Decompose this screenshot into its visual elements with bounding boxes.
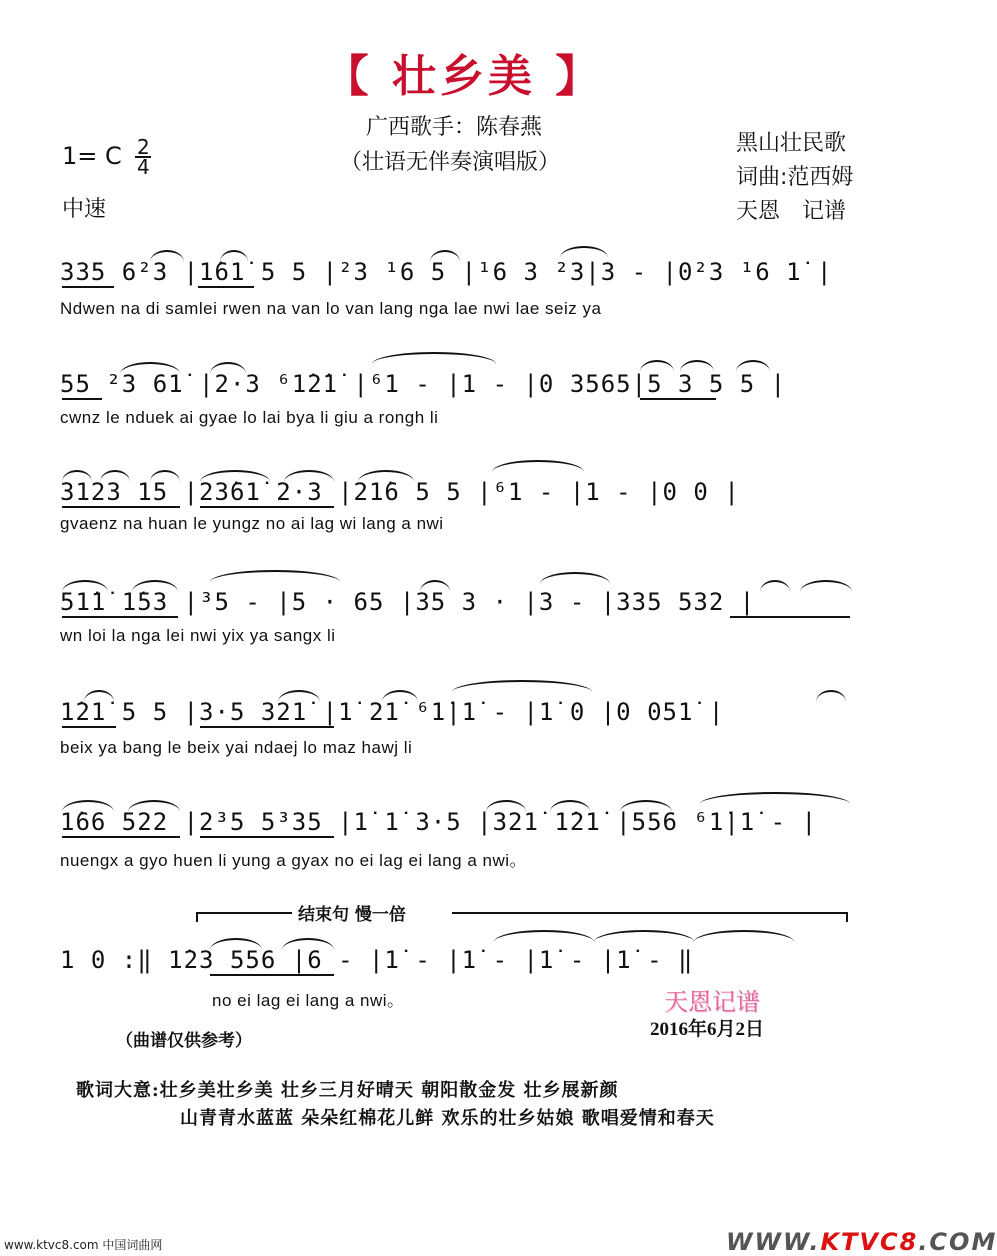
notation-line-7: 1 0 :‖ 1̇23 556 |6 - |1̇ - |1̇ - |1̇ - |1̇ - ‖ (60, 946, 694, 974)
slur-mark (816, 690, 846, 702)
time-sig-top: 2 (137, 135, 150, 159)
slur-mark (420, 580, 450, 592)
lyrics-line-7: no ei lag ei lang a nwi。 (212, 991, 405, 1010)
lyrics-line-6: nuengx a gyo huen li yung a gyax no ei lag ei lang a nwi。 (60, 851, 528, 870)
slur-mark (430, 250, 460, 262)
slur-mark (640, 360, 674, 372)
slur-mark (278, 690, 320, 702)
slur-mark (550, 800, 590, 812)
composer-credit: 词曲:范西姆 (736, 165, 854, 190)
slur-mark (560, 246, 608, 258)
time-signature (135, 135, 151, 179)
slur-mark (284, 470, 334, 482)
slur-mark (150, 250, 184, 262)
singer-credit: 广西歌手：陈春燕 (366, 115, 543, 140)
slur-mark (62, 800, 114, 812)
notation-line-3: 3123 15 |23̇61̇ 2·3 |21̇6 5 5 |⁶1 - |1 - |0 0 | (60, 478, 740, 506)
beam-mark (62, 616, 178, 618)
slur-mark (358, 470, 414, 482)
tie-mark (594, 930, 694, 942)
beam-mark (62, 398, 102, 400)
beam-mark (62, 726, 116, 728)
slur-mark (282, 938, 334, 950)
slur-mark (200, 470, 270, 482)
beam-mark (62, 836, 180, 838)
meaning-line-1: 壮乡美壮乡美 壮乡三月好晴天 朝阳散金发 壮乡展新颜 (159, 1080, 619, 1101)
slur-mark (220, 250, 248, 262)
lyrics-line-5: beix ya bang le beix yai ndaej lo maz hawj li (60, 738, 413, 757)
beam-mark (210, 974, 334, 976)
genre-credit: 黑山壮民歌 (736, 131, 847, 156)
beam-mark (198, 286, 254, 288)
footer-logo (726, 1228, 997, 1256)
notation-line-2: 55 ²3 61̇ |2·3 ⁶1̇2̇1̇ |⁶1 - |1 - |0 3565|5 3 5 5 | (60, 370, 787, 398)
beam-mark (200, 506, 334, 508)
footer-logo-brand: KTVC8 (820, 1228, 919, 1256)
slur-mark (800, 580, 852, 592)
notation-line-1: 335 6²3 |1̇61̇ 5 5 |²3 ¹6 5 |¹6 3 ²3|3 - |0²3 ¹6 1̇ | (60, 258, 833, 286)
ending-bracket-left (196, 912, 292, 914)
beam-mark (200, 836, 334, 838)
lyrics-meaning (76, 1076, 618, 1102)
footer-logo-prefix: WWW. (726, 1228, 821, 1256)
tie-mark (372, 352, 496, 364)
tempo-marking: 中速 (62, 197, 107, 222)
transcriber-credit: 天恩 记谱 (736, 199, 847, 224)
slur-mark (382, 690, 418, 702)
tie-mark (210, 570, 340, 582)
lyrics-line-3: gvaenz na huan le yungz no ai lag wi lang a nwi (60, 514, 444, 533)
key-signature (62, 135, 151, 179)
lyrics-line-2: cwnz le nduek ai gyae lo lai bya li giu a rongh li (60, 408, 439, 427)
ending-label: 结束句 慢一倍 (298, 905, 406, 925)
reference-note: （曲谱仅供参考） (116, 1031, 252, 1051)
lyrics-line-4: wn loi la nga lei nwi yix ya sangx li (60, 626, 336, 645)
slur-mark (760, 580, 790, 592)
slur-mark (100, 470, 130, 482)
slur-mark (210, 362, 246, 374)
transcription-date: 2016年6月2日 (650, 1019, 765, 1040)
slur-mark (736, 360, 770, 372)
footer-site-text: www.ktvc8.com 中国词曲网 (4, 1238, 163, 1252)
beam-mark (62, 286, 114, 288)
beam-mark (200, 726, 334, 728)
meaning-label: 歌词大意: (76, 1080, 160, 1101)
tie-mark (452, 680, 592, 692)
slur-mark (62, 470, 92, 482)
meaning-line-2: 山青青水蓝蓝 朵朵红棉花儿鲜 欢乐的壮乡姑娘 歌唱爱情和春天 (180, 1108, 715, 1129)
beam-mark (730, 616, 850, 618)
slur-mark (84, 690, 114, 702)
beam-mark (62, 506, 180, 508)
notation-line-5: 1̇21̇ 5 5 |3·5 321̇ |1̇ 21̇ ⁶1̇|1̇ - |1̇ 0 |0 051̇ | (60, 698, 725, 726)
beam-mark (640, 398, 716, 400)
tie-mark (492, 460, 584, 472)
slur-mark (150, 470, 180, 482)
tie-mark (494, 930, 594, 942)
transcriber-stamp: 天恩记谱 (664, 988, 760, 1016)
slur-mark (210, 938, 262, 950)
footer-logo-suffix: .COM (918, 1228, 997, 1256)
song-title: 【 壮乡美 】 (324, 51, 604, 102)
slur-mark (620, 800, 672, 812)
tie-mark (540, 572, 610, 584)
time-sig-bottom: 4 (137, 155, 150, 179)
tie-mark (694, 930, 794, 942)
slur-mark (486, 800, 526, 812)
slur-mark (132, 580, 178, 592)
slur-mark (128, 800, 180, 812)
ending-bracket-right (452, 912, 848, 914)
slur-mark (62, 580, 108, 592)
notation-line-4: 51̇1̇ 1̇53 |³5 - |5 · 65 |35 3 · |3 - |335 532 | (60, 588, 756, 616)
lyrics-line-1: Ndwen na di samlei rwen na van lo van lang nga lae nwi lae seiz ya (60, 299, 602, 318)
notation-line-6: 1̇66 522 |2³5 5³35 |1̇ 1̇ 3·5 |321̇ 1̇21̇ |556 ⁶1̇|1̇ - | (60, 808, 818, 836)
key-label: 1= C (62, 142, 122, 170)
tie-mark (700, 792, 850, 804)
version-note: （壮语无伴奏演唱版） (340, 150, 561, 175)
ending-bracket-tick (196, 912, 198, 922)
ending-bracket-tick (846, 912, 848, 922)
slur-mark (120, 362, 180, 374)
slur-mark (680, 360, 714, 372)
